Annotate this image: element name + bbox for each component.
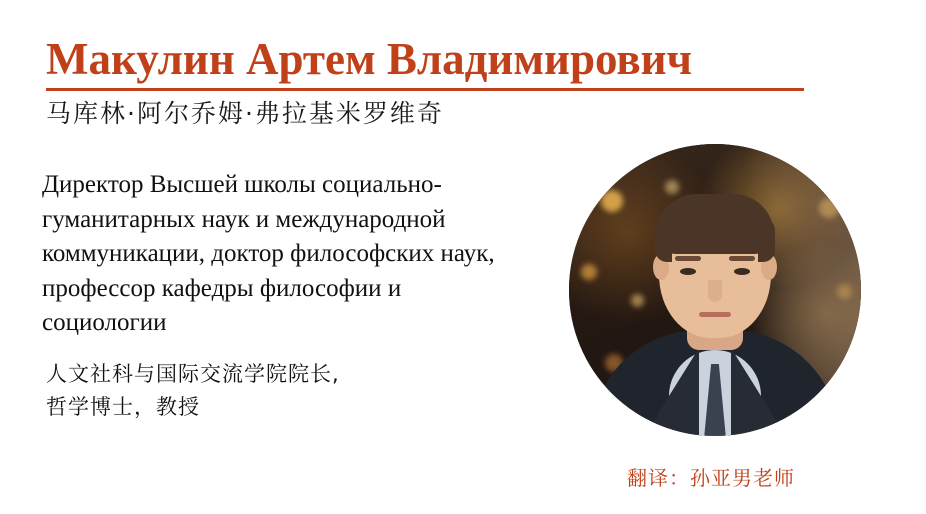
photo-hair-sides bbox=[655, 218, 775, 262]
bokeh-light-icon bbox=[581, 264, 597, 280]
photo-nose bbox=[708, 280, 722, 302]
russian-description: Директор Высшей школы социально-гуманитарных наук и международной коммуникации, доктор философских наук, профессор кафедры философии и социологии bbox=[42, 171, 495, 336]
photo-eye-right bbox=[734, 268, 750, 275]
chinese-description-line-1: 人文社科与国际交流学院院长, bbox=[46, 362, 340, 386]
photo-mouth bbox=[699, 312, 731, 317]
chinese-description bbox=[46, 358, 516, 423]
photo-eye-left bbox=[680, 268, 696, 275]
title-underline bbox=[46, 88, 804, 91]
bokeh-light-icon bbox=[631, 294, 644, 307]
chinese-name: 马库林·阿尔乔姆·弗拉基米罗维奇 bbox=[46, 99, 444, 128]
bokeh-light-icon bbox=[665, 180, 679, 194]
photo-eyebrow-right bbox=[729, 256, 755, 261]
bokeh-light-icon bbox=[837, 284, 852, 299]
bokeh-light-icon bbox=[601, 190, 623, 212]
photo-eyebrow-left bbox=[675, 256, 701, 261]
chinese-description-line-2: 哲学博士，教授 bbox=[46, 394, 200, 419]
translator-credit: 翻译：孙亚男老师 bbox=[627, 466, 795, 490]
photo-panel bbox=[543, 136, 881, 446]
bokeh-light-icon bbox=[819, 198, 839, 218]
portrait-photo bbox=[569, 144, 861, 436]
page-title: Макулин Артем Владимирович bbox=[46, 34, 692, 84]
